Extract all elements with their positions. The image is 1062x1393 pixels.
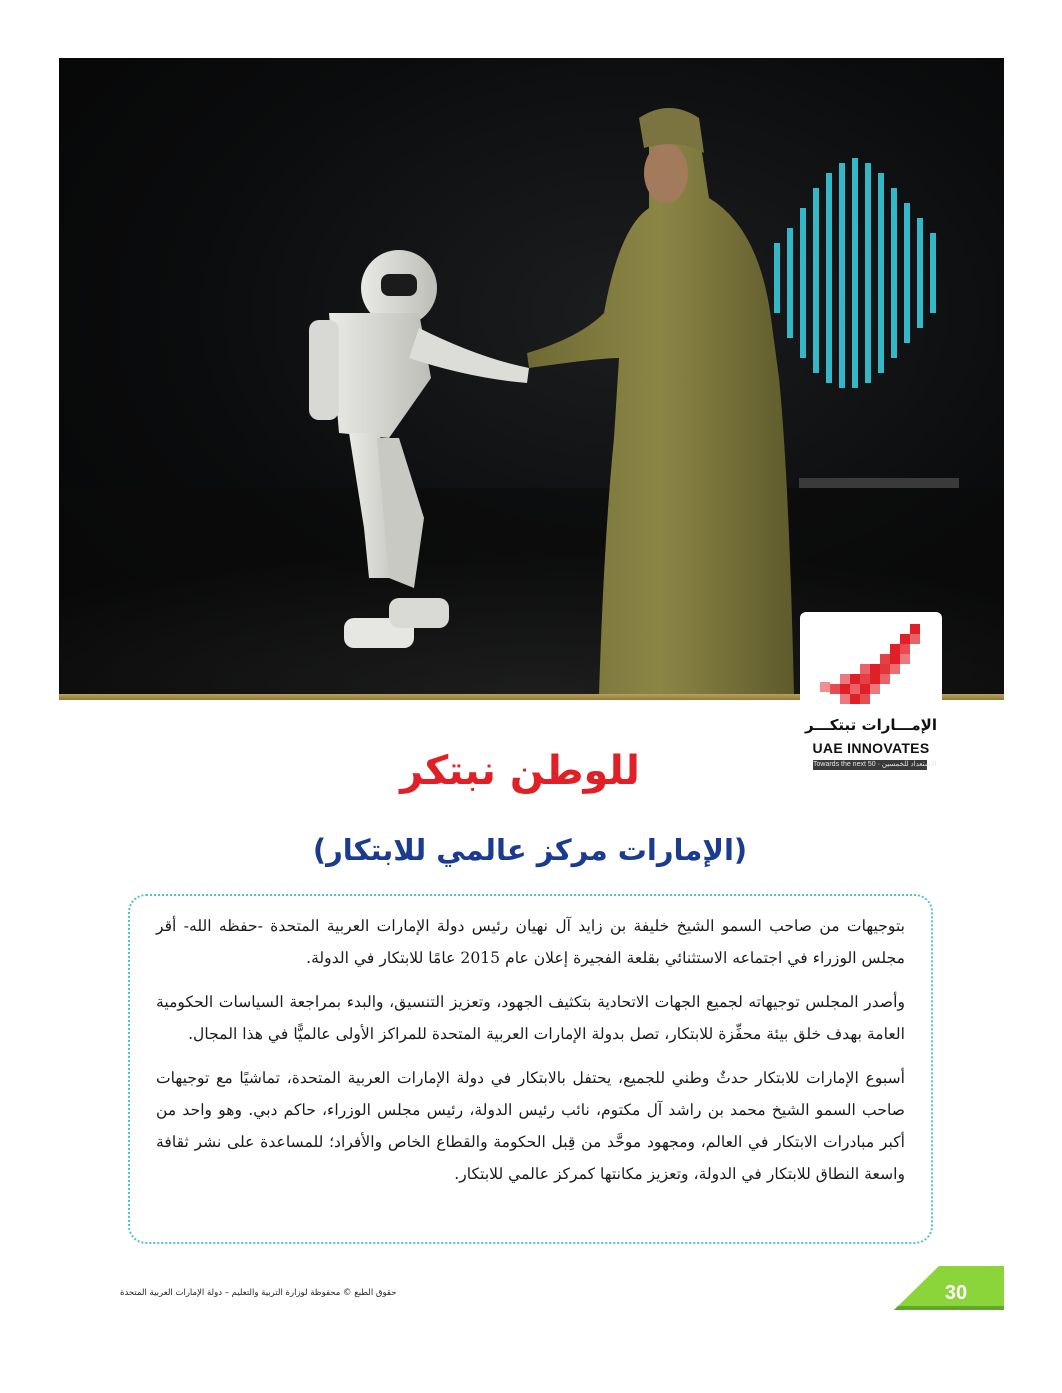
logo-tagline: Towards the next 50 · الاستعداد للخمسين (813, 761, 937, 768)
page-number: 30 (944, 1282, 968, 1304)
paragraph-2: وأصدر المجلس توجيهاته لجميع الجهات الاتحادية بتكثيف الجهود، وتعزيز التنسيق، والبدء بمراجعة السياسات الحكومية العامة بهدف خلق بيئة محفِّزة للابتكار، تصل بدولة الإمارات العربية المتحدة للمراكز الأولى عالميًّا في هذا المجال. (156, 993, 905, 1043)
page-subtitle: (الإمارات مركز عالمي للابتكار) (312, 833, 748, 867)
hero-photo (59, 58, 1004, 695)
logo-english-text: UAE INNOVATES (812, 740, 930, 756)
paragraph-3: أسبوع الإمارات للابتكار حدثٌ وطني للجميع، يحتفل بالابتكار في دولة الإمارات العربية المتحدة، تماشيًا مع توجيهات صاحب السمو الشيخ محمد بن راشد آل مكتوم، نائب رئيس الدولة، رئيس مجلس الوزراء، حاكم دبي. وهو واحد من أكبر مبادرات الابتكار في العالم، ومجهود موحَّد من قِبل الحكومة والقطاع الخاص والأفراد؛ للمساعدة على نشر ثقافة واسعة النطاق للابتكار في الدولة، وتعزيز مكانتها كمركز عالمي للابتكار. (156, 1069, 905, 1183)
content-box (128, 894, 933, 1244)
photo-robot-handshake (59, 58, 1004, 695)
copyright-footer: حقوق الطبع © محفوظة لوزارة التربية والتعليم – دولة الإمارات العربية المتحدة (120, 1288, 397, 1298)
logo-arabic-text: الإمـــارات تبتكـــر (805, 716, 937, 734)
uae-map-pixel-icon (800, 612, 942, 712)
uae-innovates-logo (800, 612, 942, 782)
paragraph-1: بتوجيهات من صاحب السمو الشيخ خليفة بن زايد آل نهيان رئيس دولة الإمارات العربية المتحدة -حفظه الله- أقر مجلس الوزراء في اجتماعه الاستثنائي بقلعة الفجيرة إعلان عام 2015 عامًا للابتكار في الدولة. (156, 917, 905, 967)
page-title: للوطن نبتكر (400, 748, 640, 794)
